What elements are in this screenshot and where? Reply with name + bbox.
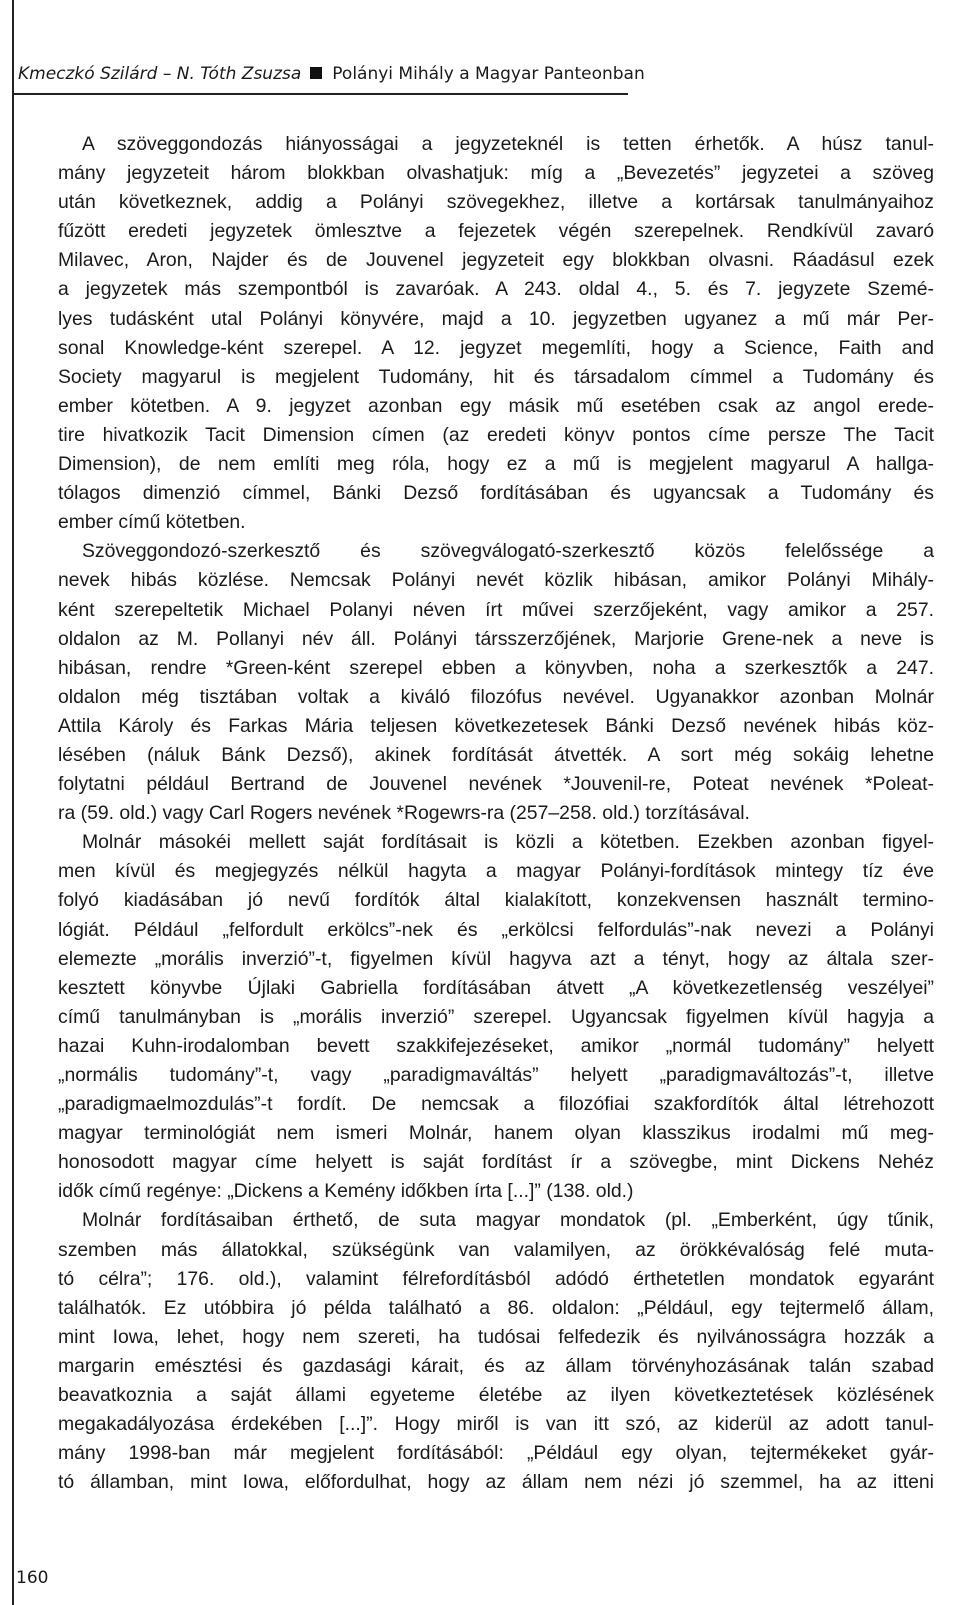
- body-text: [58, 130, 934, 1497]
- text-line: tó célra”; 176. old.), valamint félrefordításból adódó érthetetlen mondatok egyaránt: [58, 1267, 934, 1290]
- text-line: szemben más állatokkal, szükségünk van valamilyen, az örökkévalóság felé muta-: [58, 1238, 934, 1261]
- text-line: elemezte „morális inverzió”-t, figyelmen kívül hagyva azt a tényt, hogy az általa szer-: [58, 947, 934, 970]
- text-line: folyó kiadásában jó nevű fordítók által kialakított, konzekvensen használt termino-: [58, 889, 934, 912]
- paragraph-3: [58, 828, 934, 1206]
- text-line: mány 1998-ban már megjelent fordításából: „Például egy olyan, tejtermékeket gyár-: [58, 1442, 934, 1465]
- text-line: oldalon az M. Pollanyi név áll. Polányi társszerzőjének, Marjorie Grene-nek a neve is: [58, 627, 934, 650]
- text-line: fűzött eredeti jegyzetek ömlesztve a fejezetek végén szerepelnek. Rendkívül zavaró: [58, 220, 934, 243]
- paragraph-2: [58, 537, 934, 828]
- text-line: ember kötetben. A 9. jegyzet azonban egy másik mű esetében csak az angol erede-: [58, 394, 934, 417]
- text-line: Attila Károly és Farkas Mária teljesen következetesek Bánki Dezső nevének hibás köz-: [58, 714, 934, 737]
- text-line: lésében (náluk Bánk Dezső), akinek fordítását átvették. A sort még sokáig lehetne: [58, 743, 934, 766]
- text-line: ra (59. old.) vagy Carl Rogers nevének *Rogewrs-ra (257–258. old.) torzításával.: [58, 802, 750, 825]
- text-line: mint Iowa, lehet, hogy nem szereti, ha tudósai felfedezik és nyilvánosságra hozzák a: [58, 1325, 934, 1348]
- text-line: kesztett könyvbe Újlaki Gabriella fordításában átvett „A következetlenség veszélyei”: [58, 976, 934, 999]
- text-line: hazai Kuhn-irodalomban bevett szakkifejezéseket, amikor „normál tudomány” helyett: [58, 1034, 934, 1057]
- text-line: című tanulmányban is „morális inverzió” szerepel. Ugyancsak figyelmen kívül hagyja a: [58, 1005, 934, 1028]
- text-line: „normális tudomány”-t, vagy „paradigmaváltás” helyett „paradigmaváltozás”-t, illetve: [58, 1064, 934, 1086]
- text-line: után következnek, addig a Polányi szövegekhez, illetve a kortársak tanulmányaihoz: [58, 191, 934, 214]
- text-line: magyar terminológiát nem ismeri Molnár, hanem olyan klasszikus irodalmi mű meg-: [58, 1122, 934, 1145]
- text-line: sonal Knowledge-ként szerepel. A 12. jegyzet megemlíti, hogy a Science, Faith and: [58, 336, 934, 359]
- text-line: Molnár másokéi mellett saját fordításait is közli a kötetben. Ezekben azonban figyel-: [82, 831, 934, 854]
- text-line: idők című regénye: „Dickens a Kemény időkben írta [...]” (138. old.): [58, 1180, 634, 1203]
- text-line: beavatkoznia a saját állami egyeteme életébe az ilyen következtetések közlésének: [58, 1384, 934, 1407]
- text-line: lyes tudásként utal Polányi könyvére, majd a 10. jegyzetben ugyanez a mű már Per-: [58, 307, 934, 330]
- header-rule: [12, 93, 628, 95]
- text-line: Dimension), de nem említi meg róla, hogy ez a mű is megjelent magyarul A hallga-: [58, 453, 934, 476]
- text-line: nevek hibás közlése. Nemcsak Polányi nevét közlik hibásan, amikor Polányi Mihály-: [58, 569, 934, 592]
- square-bullet-icon: [310, 67, 322, 79]
- text-line: találhatók. Ez utóbbira jó példa található a 86. oldalon: „Például, egy tejtermelő állam,: [58, 1296, 934, 1319]
- text-line: „paradigmaelmozdulás”-t fordít. De nemcsak a filozófiai szakfordítók által létrehozott: [58, 1093, 934, 1116]
- header-title: Polányi Mihály a Magyar Panteonban: [332, 64, 645, 84]
- text-line: folytatni például Bertrand de Jouvenel nevének *Jouvenil-re, Poteat nevének *Poleat-: [58, 773, 934, 796]
- text-line: men kívül és megjegyzés nélkül hagyta a magyar Polányi-fordítások mintegy tíz éve: [58, 860, 934, 883]
- text-line: ként szerepeltetik Michael Polanyi néven írt művei szerzőjeként, vagy amikor a 257.: [58, 598, 934, 621]
- text-line: ember című kötetben.: [58, 511, 246, 534]
- page-number: 160: [16, 1568, 49, 1588]
- text-line: a jegyzetek más szempontból is zavaróak. A 243. oldal 4., 5. és 7. jegyzete Szemé-: [58, 278, 934, 301]
- text-line: A szöveggondozás hiányosságai a jegyzeteknél is tetten érhetők. A húsz tanul-: [82, 133, 934, 155]
- left-margin-rule: [12, 0, 14, 1605]
- text-line: tólagos dimenzió címmel, Bánki Dezső fordításában és ugyancsak a Tudomány és: [58, 482, 934, 505]
- text-line: tó államban, mint Iowa, előfordulhat, hogy az állam nem nézi jó szemmel, ha az itteni: [58, 1471, 934, 1494]
- paragraph-4: [58, 1206, 934, 1497]
- text-line: lógiát. Például „felfordult erkölcs”-nek és „erkölcsi felfordulás”-nak nevezi a Polányi: [58, 918, 934, 941]
- text-line: Society magyarul is megjelent Tudomány, hit és társadalom címmel a Tudomány és: [58, 365, 934, 388]
- text-line: megakadályozása érdekében [...]”. Hogy miről is van itt szó, az kiderül az adott tanul-: [58, 1413, 934, 1436]
- text-line: oldalon még tisztában voltak a kiváló filozófus nevével. Ugyanakkor azonban Molnár: [58, 685, 934, 708]
- paragraph-1: [58, 130, 934, 537]
- text-line: Molnár fordításaiban érthető, de suta magyar mondatok (pl. „Emberként, úgy tűnik,: [82, 1209, 934, 1232]
- text-line: margarin emésztési és gazdasági kárait, és az állam törvényhozásának talán szabad: [58, 1354, 934, 1377]
- text-line: Szöveggondozó-szerkesztő és szövegválogató-szerkesztő közös felelőssége a: [82, 540, 934, 563]
- text-line: tire hivatkozik Tacit Dimension címen (az eredeti könyv pontos címe persze The Tacit: [58, 423, 934, 446]
- text-line: Milavec, Aron, Najder és de Jouvenel jegyzeteit egy blokkban olvasni. Ráadásul ezek: [58, 249, 934, 272]
- running-header: [18, 64, 645, 84]
- text-line: mány jegyzeteit három blokkban olvashatjuk: míg a „Bevezetés” jegyzetei a szöveg: [58, 162, 934, 185]
- text-line: hibásan, rendre *Green-ként szerepel ebben a könyvben, noha a szerkesztők a 247.: [58, 656, 934, 679]
- text-line: honosodott magyar címe helyett is saját fordítást ír a szövegbe, mint Dickens Nehéz: [58, 1151, 934, 1174]
- header-authors: Kmeczkó Szilárd – N. Tóth Zsuzsa: [18, 64, 302, 84]
